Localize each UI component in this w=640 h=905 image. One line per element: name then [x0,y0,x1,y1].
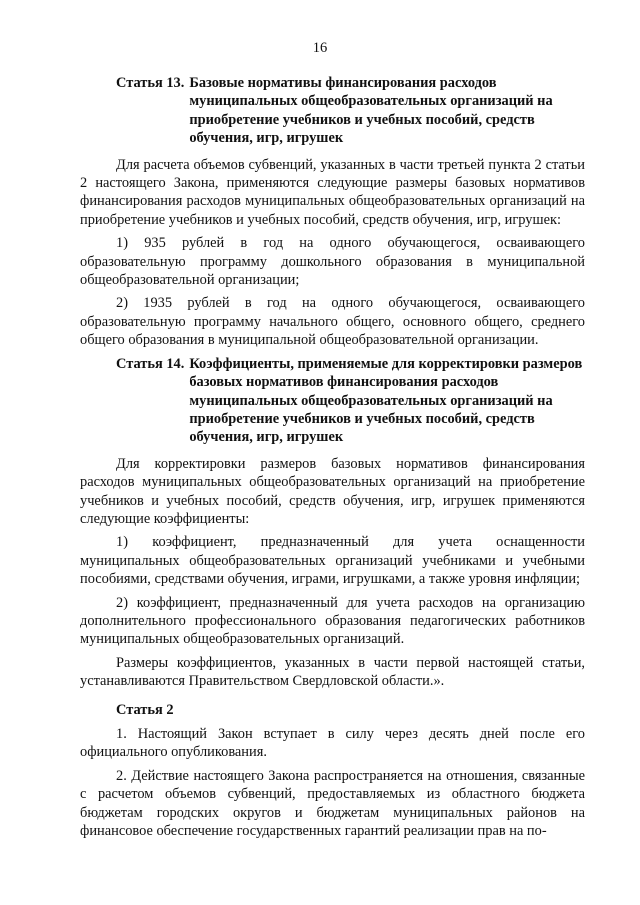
article-13-number: Статья 13. [116,75,185,91]
article-14-title: Коэффициенты, применяемые для корректировки размеров базовых нормативов финансирования расходов муниципальных общеобразовательных организаций на приобретение учебников и учебных пособий, средств обучения, игр, игрушек [189,355,583,446]
article-14-paragraph-2: 1) коэффициент, предназначенный для учета оснащенности муниципальных общеобразовательных организаций учебниками и учебными пособиями, средствами обучения, играми, игрушками, а также уровня инфляции; [80,534,585,588]
article-14-paragraph-4: Размеры коэффициентов, указанных в части первой настоящей статьи, устанавливаются Правительством Свердловской области.». [80,654,585,690]
article-14-number: Статья 14. [116,355,185,372]
article-14-paragraph-1: Для корректировки размеров базовых нормативов финансирования расходов муниципальных общеобразовательных организаций на приобретение учебников и учебных пособий, средств обучения, игр, игрушек применяются следующие коэффициенты: [80,455,585,527]
article-13-paragraph-3: 2) 1935 рублей в год на одного обучающегося, осваивающего образовательную программу начального общего, основного общего, среднего общего образования в муниципальной общеобразовательной организации. [80,295,585,349]
article-13-heading [80,74,585,148]
article-13-paragraph-1: Для расчета объемов субвенций, указанных в части третьей пункта 2 статьи 2 настоящего Закона, применяются следующие размеры базовых нормативов финансирования расходов муниципальных общеобразовательных организаций на приобретение учебников и учебных пособий, средств обучения, игр, игрушек: [80,156,585,228]
article-2-heading: Статья 2 [116,701,174,718]
article-2-paragraph-2: 2. Действие настоящего Закона распространяется на отношения, связанные с расчетом объемов субвенций, предоставляемых из областного бюджета бюджетам городских округов и бюджетам муниципальных районов на финансовое обеспечение государственных гарантий реализации прав на по- [80,767,585,840]
article-13-title: Базовые нормативы финансирования расходов муниципальных общеобразовательных организаций на приобретение учебников и учебных пособий, средств обучения, игр, игрушек [189,75,553,147]
article-14-heading [80,355,585,447]
article-14-paragraph-3: 2) коэффициент, предназначенный для учета расходов на организацию дополнительного профессионального образования педагогических работников муниципальных общеобразовательных организаций. [80,594,585,648]
article-2-paragraph-1: 1. Настоящий Закон вступает в силу через десять дней после его официального опубликования. [80,726,585,761]
page-number: 16 [312,40,328,56]
article-13-paragraph-2: 1) 935 рублей в год на одного обучающегося, осваивающего образовательную программу дошкольного образования в муниципальной общеобразовательной организации; [80,235,585,289]
document-body [80,74,585,845]
